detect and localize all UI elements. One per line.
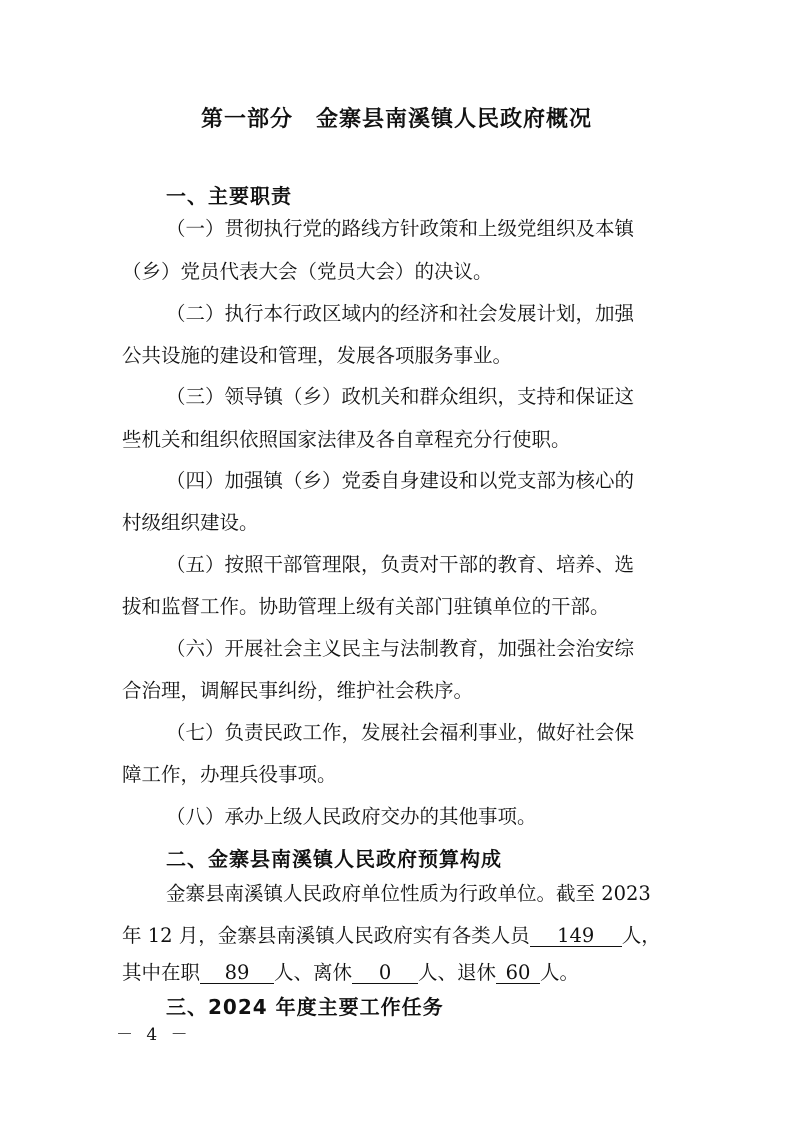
- retired-value: 60: [496, 963, 540, 984]
- budget-line-1: 金寨县南溪镇人民政府单位性质为行政单位。截至 2023: [166, 882, 651, 905]
- duty-line-11: （六）开展社会主义民主与法制教育，加强社会治安综: [166, 637, 635, 660]
- duty-line-13: （七）负责民政工作，发展社会福利事业，做好社会保: [166, 721, 635, 744]
- total-staff-value: 149: [530, 926, 622, 947]
- budget-line-2: [122, 920, 682, 948]
- duty-line-7: （四）加强镇（乡）党委自身建设和以党支部为核心的: [166, 469, 635, 492]
- retired-label: 人、退休: [418, 961, 497, 984]
- active-label: 其中在职: [122, 961, 201, 984]
- retired-suffix: 人。: [540, 961, 580, 984]
- page-title: 第一部分 金寨县南溪镇人民政府概况: [200, 107, 592, 132]
- active-staff-value: 89: [200, 963, 274, 984]
- staff-text-prefix: 年 12 月，金寨县南溪镇人民政府实有各类人员: [122, 924, 530, 947]
- duty-line-5: （三）领导镇（乡）政机关和群众组织，支持和保证这: [166, 385, 635, 408]
- duty-line-6: 些机关和组织依照国家法律及各自章程充分行使职。: [122, 428, 571, 451]
- section-heading-tasks: 三、2024 年度主要工作任务: [166, 995, 444, 1019]
- duty-line-12: 合治理，调解民事纠纷，维护社会秩序。: [122, 679, 474, 702]
- section-heading-budget: 二、金寨县南溪镇人民政府预算构成: [166, 847, 502, 871]
- duty-line-15: （八）承办上级人民政府交办的其他事项。: [166, 805, 537, 828]
- early-retired-value: 0: [352, 963, 418, 984]
- duty-line-1: （一）贯彻执行党的路线方针政策和上级党组织及本镇: [166, 217, 635, 240]
- duty-line-3: （二）执行本行政区域内的经济和社会发展计划，加强: [166, 302, 635, 325]
- section-heading-duties: 一、主要职责: [166, 184, 292, 208]
- budget-line-3: [122, 957, 682, 985]
- page-number: － 4 －: [116, 1025, 192, 1045]
- duty-line-14: 障工作，办理兵役事项。: [122, 763, 337, 786]
- duty-line-9: （五）按照干部管理限，负责对干部的教育、培养、选: [166, 553, 635, 576]
- duty-line-2: （乡）党员代表大会（党员大会）的决议。: [122, 260, 493, 283]
- staff-text-suffix: 人，: [621, 924, 661, 947]
- duty-line-4: 公共设施的建设和管理，发展各项服务事业。: [122, 344, 513, 367]
- early-retired-label: 人、离休: [274, 961, 353, 984]
- duty-line-10: 拔和监督工作。协助管理上级有关部门驻镇单位的干部。: [122, 595, 610, 618]
- duty-line-8: 村级组织建设。: [122, 511, 259, 534]
